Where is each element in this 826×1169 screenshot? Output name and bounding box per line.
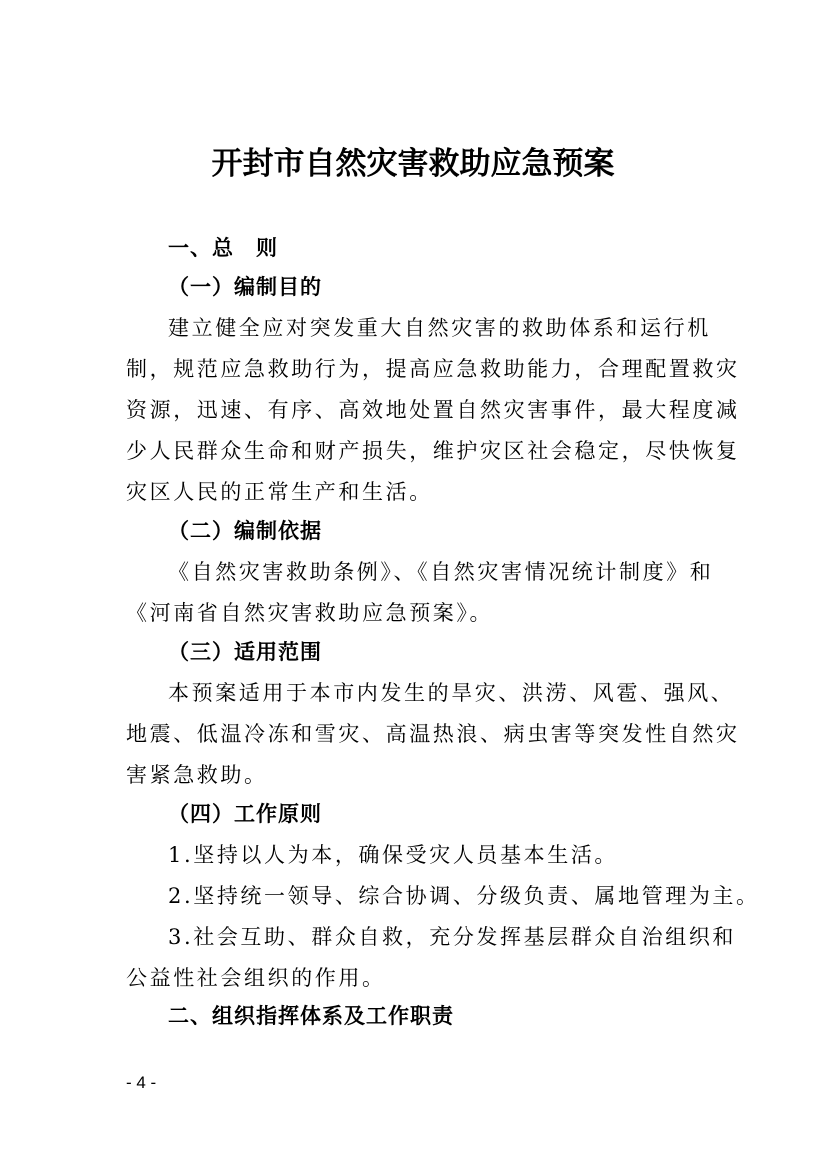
paragraph-line: 建立健全应对突发重大自然灾害的救助体系和运行机 [168, 316, 711, 340]
paragraph-line: 《自然灾害救助条例》、《自然灾害情况统计制度》和 [168, 560, 714, 584]
section-heading-general: 一、总 则 [168, 236, 278, 260]
principle-item: 2.坚持统一领导、综合协调、分级负责、属地管理为主。 [168, 884, 760, 908]
paragraph-line: 制，规范应急救助行为，提高应急救助能力，合理配置救灾 [126, 357, 740, 381]
subsection-heading-scope: （三）适用范围 [168, 640, 322, 664]
principle-item-continuation: 公益性社会组织的作用。 [126, 966, 386, 990]
subsection-heading-principles: （四）工作原则 [168, 802, 322, 826]
section-heading-organization: 二、组织指挥体系及工作职责 [168, 1004, 454, 1028]
subsection-heading-basis: （二）编制依据 [168, 519, 322, 543]
paragraph-line: 少人民群众生命和财产损失，维护灾区社会稳定，尽快恢复 [126, 439, 740, 463]
paragraph-line: 害紧急救助。 [126, 763, 268, 787]
document-title: 开封市自然灾害救助应急预案 [211, 146, 615, 182]
paragraph-line: 地震、低温冷冻和雪灾、高温热浪、病虫害等突发性自然灾 [126, 722, 740, 746]
paragraph-line: 《河南省自然灾害救助应急预案》。 [126, 601, 494, 625]
paragraph-line: 本预案适用于本市内发生的旱灾、洪涝、风雹、强风、 [168, 681, 735, 705]
subsection-heading-purpose: （一）编制目的 [168, 275, 322, 299]
principle-item: 1.坚持以人为本，确保受灾人员基本生活。 [168, 843, 619, 867]
principle-item: 3.社会互助、群众自救，充分发挥基层群众自治组织和 [168, 925, 737, 949]
paragraph-line: 资源，迅速、有序、高效地处置自然灾害事件，最大程度减 [126, 398, 740, 422]
paragraph-line: 灾区人民的正常生产和生活。 [126, 480, 433, 504]
page-number: - 4 - [126, 1073, 157, 1092]
